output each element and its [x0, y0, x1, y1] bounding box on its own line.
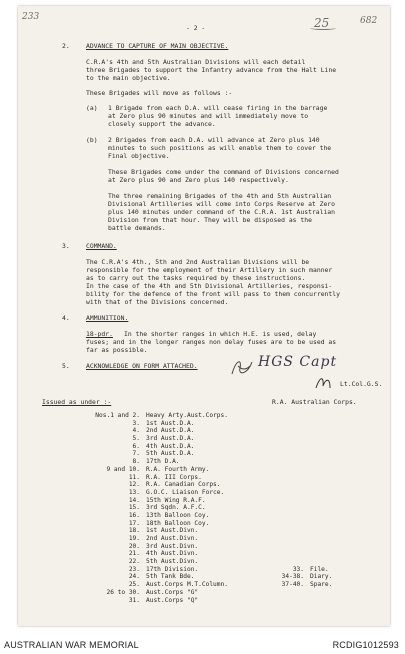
recipient: 4th Aust.Divn. — [146, 550, 199, 558]
section-3-line: The C.R.A's 4th., 5th and 2nd Australian Divisions will be — [86, 258, 310, 266]
signature: HGS Capt — [258, 354, 338, 370]
copy-number: 4. — [132, 427, 140, 435]
distribution-list — [38, 412, 378, 604]
copy-number-right: 33. — [292, 565, 304, 573]
section-4-line: fuses; and in the longer ranges non delay fuses are to be used as — [86, 338, 337, 346]
distribution-row — [38, 474, 378, 482]
signature-flourish — [314, 374, 334, 392]
recipient: Aust.Corps M.T.Column. — [146, 581, 228, 589]
copy-number: 24. — [128, 573, 140, 581]
recipient: 1st Aust.D.A. — [146, 419, 195, 427]
copy-number: 12. — [128, 481, 140, 489]
section-3-line: as to carry out the tasks required by these instructions. — [86, 274, 306, 282]
item-b-line: minutes to such positions as will enable them to cover the — [108, 144, 332, 152]
recipient-right: Diary. — [310, 573, 333, 581]
copy-number: 18. — [128, 527, 140, 535]
copy-number: 8. — [132, 458, 140, 466]
section-3-line: with that of the Divisions concerned. — [86, 298, 229, 306]
copy-number: 11. — [128, 473, 140, 481]
distribution-row — [38, 450, 378, 458]
recipient: 13th Balloon Coy. — [146, 511, 210, 519]
signature-organisation: R.A. Australian Corps. — [272, 398, 357, 406]
recipient: 3rd Sqdn. A.F.C. — [146, 504, 206, 512]
copy-number: 26 to 30. — [106, 588, 140, 596]
item-a-line: closely support the advance. — [108, 120, 216, 128]
recipient: 3rd Aust.Divn. — [146, 542, 199, 550]
reserve-paragraph-line: battle demands. — [108, 224, 166, 232]
copy-number: 25. — [128, 581, 140, 589]
folio-annotation-left: 233 — [22, 12, 40, 22]
item-a-line: at Zero plus 90 minutes and will immediately move to — [108, 112, 309, 120]
section-2-line: to the main objective. — [86, 74, 171, 82]
distribution-row — [38, 420, 378, 428]
move-intro: These Brigades will move as follows :- — [86, 89, 233, 97]
section-3-heading: COMMAND. — [86, 242, 117, 250]
copy-number: 23. — [128, 565, 140, 573]
copy-number: 17. — [128, 519, 140, 527]
distribution-row — [38, 512, 378, 520]
circled-number-stroke — [310, 26, 336, 30]
section-3-line: bility for the defence of the front will pass to them concurrently — [86, 290, 340, 298]
section-5-number: 5. — [62, 362, 70, 370]
copy-number-right: 37-40. — [281, 581, 304, 589]
distribution-row — [38, 520, 378, 528]
section-3-line: responsible for the employment of their Artillery in such manner — [86, 266, 333, 274]
footer-archive-name: AUSTRALIAN WAR MEMORIAL — [4, 640, 139, 650]
copy-number: 9 and 10. — [106, 465, 140, 473]
copy-number: 19. — [128, 535, 140, 542]
section-4-line: In the shorter ranges in which H.E. is used, delay — [124, 330, 317, 338]
distribution-row — [38, 535, 378, 543]
distribution-row — [38, 435, 378, 443]
reserve-paragraph-line: plus 140 minutes under command of the C.R.A. 1st Australian — [108, 208, 336, 216]
copy-number: 14. — [128, 496, 140, 504]
section-3-line: In the case of the 4th and 5th Divisional Artilleries, responsi- — [86, 282, 333, 290]
distribution-row — [38, 458, 378, 466]
command-paragraph-line: at Zero plus 90 and Zero plus 140 respectively. — [108, 176, 289, 184]
recipient: 5th Tank Bde. — [146, 573, 195, 581]
footer-record-id: RCDIG1012593 — [332, 640, 399, 650]
item-b-line: Final objective. — [108, 152, 170, 160]
recipient: R.A. Fourth Army. — [146, 465, 210, 473]
distribution-row — [38, 566, 378, 574]
recipient: 17th D.A. — [146, 458, 180, 466]
distribution-row — [38, 581, 378, 589]
distribution-row — [38, 543, 378, 551]
command-paragraph-line: These Brigades come under the command of Divisions concerned — [108, 168, 339, 176]
distribution-row — [38, 597, 378, 605]
section-2-line: three Brigades to support the Infantry advance from the Halt Line — [86, 66, 337, 74]
section-5-heading: ACKNOWLEDGE ON FORM ATTACHED. — [86, 362, 198, 370]
ammunition-type: 18-pdr. — [86, 330, 113, 338]
recipient-right: Spare. — [310, 581, 333, 589]
copy-number: 15. — [128, 504, 140, 512]
copy-number: 5. — [132, 435, 140, 443]
signature-rank: Lt.Col.G.S. — [340, 380, 383, 388]
recipient: R.A. III Corps. — [146, 473, 202, 481]
recipient: R.A. Canadian Corps. — [146, 481, 221, 489]
copy-number-right: 34-38. — [281, 573, 304, 581]
copy-number: 20. — [128, 542, 140, 550]
distribution-row — [38, 466, 378, 474]
section-4-number: 4. — [62, 314, 70, 322]
recipient: Aust.Corps "G" — [146, 588, 199, 596]
document-page — [18, 6, 390, 626]
reserve-paragraph-line: The three remaining Brigades of the 4th and 5th Australian — [108, 192, 332, 200]
copy-number: 22. — [128, 558, 140, 566]
recipient: 5th Aust.D.A. — [146, 450, 195, 458]
recipient: 18th Balloon Coy. — [146, 519, 210, 527]
item-a-line: 1 Brigade from each D.A. will cease firing in the barrage — [108, 104, 328, 112]
distribution-row — [38, 504, 378, 512]
distribution-row — [38, 443, 378, 451]
recipient: 1st Aust.Divn. — [146, 527, 199, 535]
folio-annotation-right: 682 — [360, 16, 378, 26]
issued-label: Issued as under :- — [42, 398, 112, 406]
copy-number: 6. — [132, 442, 140, 450]
section-2-number: 2. — [62, 42, 70, 50]
initials-scribble — [228, 354, 258, 382]
copy-number: 3. — [132, 419, 140, 427]
distribution-row — [38, 412, 378, 420]
copy-number: 7. — [132, 450, 140, 458]
recipient-right: File. — [310, 565, 329, 573]
folio-annotation-circled: 25 — [314, 16, 330, 30]
section-4-line: far as possible. — [86, 346, 148, 354]
page-number: - 2 - — [186, 24, 206, 32]
distribution-row — [38, 489, 378, 497]
copy-number: 21. — [128, 550, 140, 558]
reserve-paragraph-line: Divisional Artilleries will come into Corps Reserve at Zero — [108, 200, 336, 208]
recipient: G.O.C. Liaison Force. — [146, 488, 225, 496]
distribution-row — [38, 427, 378, 435]
recipient: 15th Wing R.A.F. — [146, 496, 206, 504]
distribution-row — [38, 550, 378, 558]
reserve-paragraph-line: Division from that hour. They will be disposed as the — [108, 216, 312, 224]
section-2-heading: ADVANCE TO CAPTURE OF MAIN OBJECTIVE. — [86, 42, 229, 50]
distribution-row — [38, 573, 378, 581]
recipient: 2nd Aust.D.A. — [146, 427, 195, 435]
recipient: 17th Division. — [146, 565, 199, 573]
recipient: 2nd Aust.Divn. — [146, 535, 199, 542]
item-b-label: (b) — [86, 136, 98, 144]
copy-number: Nos.1 and 2. — [95, 412, 140, 419]
section-2-line: C.R.A's 4th and 5th Australian Divisions will each detail — [86, 58, 306, 66]
distribution-row — [38, 589, 378, 597]
section-4-heading: AMMUNITION. — [86, 314, 129, 322]
copy-number: 31. — [128, 596, 140, 604]
recipient: 5th Aust.Divn. — [146, 558, 199, 566]
item-b-line: 2 Brigades from each D.A. will advance at Zero plus 140 — [108, 136, 320, 144]
distribution-row — [38, 527, 378, 535]
copy-number: 13. — [128, 488, 140, 496]
recipient: 3rd Aust.D.A. — [146, 435, 195, 443]
item-a-label: (a) — [86, 104, 98, 112]
distribution-row — [38, 481, 378, 489]
recipient: Heavy Arty.Aust.Corps. — [146, 412, 228, 419]
copy-number: 16. — [128, 511, 140, 519]
section-3-number: 3. — [62, 242, 70, 250]
recipient: 4th Aust.D.A. — [146, 442, 195, 450]
distribution-row — [38, 497, 378, 505]
recipient: Aust.Corps "Q" — [146, 596, 199, 604]
distribution-row — [38, 558, 378, 566]
